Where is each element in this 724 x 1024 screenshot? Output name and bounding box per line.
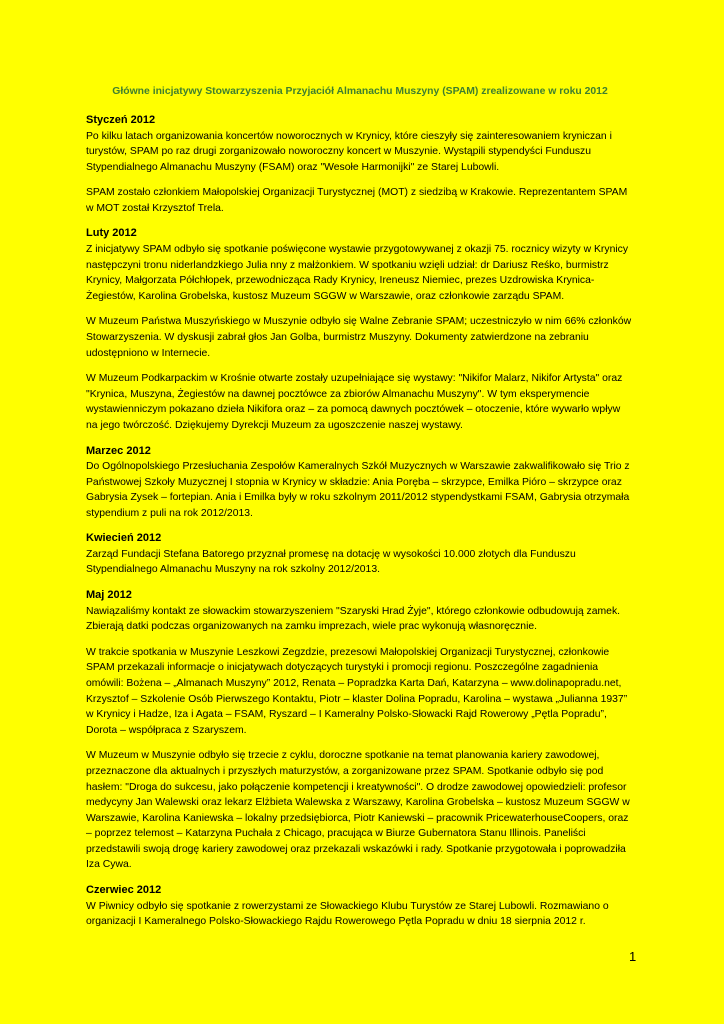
paragraph: Z inicjatywy SPAM odbyło się spotkanie poświęcone wystawie przygotowywanej z okazji 75. rocznicy wizyty w Krynicy następczyni tronu niderlandzkiego Julia nny z małżonkiem. W spotkaniu wzięli udział: dr Dariusz Reśko, burmistrz Krynicy, Małgorzata Półchłopek, przewodnicząca Rady Krynicy, Ireneusz Niemiec, prezes Uzdrowiska Krynica-Żegiestów, Karolina Grobelska, kustosz Muzeum SGGW w Warszawie, oraz członkowie zarządu SPAM. xyxy=(86,243,629,302)
paragraph: W Muzeum w Muszynie odbyło się trzecie z cyklu, doroczne spotkanie na temat planowania kariery zawodowej, przeznaczone dla aktualnych i przyszłych maturzystów, a zorganizowane przez SPAM. Spotkanie odbyło się pod hasłem: "Droga do sukcesu, jako połączenie kompetencji i kreatywności". O drodze zawodowej opowiedzieli: profesor medycyny Jan Walewski oraz lekarz Elżbieta Walewska z Warszawy, Karolina Grobelska – kustosz Muzeum SGGW w Warszawie, Karolina Kaniewska – lokalny przedsiębiorca, Piotr Kaniewski – pracownik PricewaterhouseCoopers, oraz – poprzez telemost – Katarzyna Puchała z Chicago, pracująca w Biurze Gubernatora Stanu Illinois. Paneliści przedstawili swoją drogę kariery zawodowej oraz przekazali wskazówki i rady. Spotkanie przygotowała i poprowadziła Iza Cywa. xyxy=(86,750,630,871)
section-april xyxy=(86,531,634,578)
section-heading: Kwiecień 2012 xyxy=(86,532,162,545)
section-june xyxy=(86,883,634,930)
section-january xyxy=(86,113,634,216)
paragraph: W Muzeum Podkarpackim w Krośnie otwarte zostały uzupełniające się wystawy: "Nikifor Malarz, Nikifor Artysta" oraz "Krynica, Muszyna, Żegiestów na dawnej pocztówce za zbiorów Almanachu Muszyny". W tym eksperymencie wystawienniczym pokazano dzieła Nikifora oraz – za pomocą dawnych pocztówek – otoczenie, które wywarło wpływ na jego twórczość. Dziękujemy Dyrekcji Muzeum za ugoszczenie naszej wystawy. xyxy=(86,373,623,431)
section-heading: Styczeń 2012 xyxy=(86,114,156,126)
paragraph: W Muzeum Państwa Muszyńskiego w Muszynie odbyło się Walne Zebranie SPAM; uczestniczyło w nim 66% członków Stowarzyszenia. W dyskusji zabrał głos Jan Golba, burmistrz Muszyny. Dokumenty zatwierdzone na zebraniu udostępniono w Internecie. xyxy=(86,316,632,359)
paragraph: Zarząd Fundacji Stefana Batorego przyznał promesę na dotację w wysokości 10.000 złotych dla Funduszu Stypendialnego Almanachu Muszyny na rok szkolny 2012/2013. xyxy=(86,548,576,576)
section-heading: Maj 2012 xyxy=(86,589,132,602)
paragraph: SPAM zostało członkiem Małopolskiej Organizacji Turystycznej (MOT) z siedzibą w Krakowie. Reprezentantem SPAM w MOT został Krzysztof Trela. xyxy=(86,187,628,214)
document-title: Główne inicjatywy Stowarzyszenia Przyjaciół Almanachu Muszyny (SPAM) zrealizowane w roku 2012 xyxy=(112,86,608,97)
paragraph: Do Ogólnopolskiego Przesłuchania Zespołów Kameralnych Szkół Muzycznych w Warszawie zakwalifikowało się Trio z Państwowej Szkoły Muzycznej I stopnia w Krynicy w składzie: Ania Poręba – skrzypce, Emilka Pióro – skrzypce oraz Gabrysia Zysek – fortepian. Ania i Emilka były w roku szkolnym 2011/2012 stypendystkami FSAM, Gabrysia otrzymała stypendium z puli na rok 2012/2013. xyxy=(86,461,630,519)
section-heading: Luty 2012 xyxy=(86,227,137,240)
section-heading: Czerwiec 2012 xyxy=(86,884,162,897)
paragraph: W Piwnicy odbyło się spotkanie z rowerzystami ze Słowackiego Klubu Turystów ze Starej Lubowli. Rozmawiano o organizacji I Kameralnego Polsko-Słowackiego Rajdu Rowerowego Pętla Popradu w dniu 18 sierpnia 2012 r. xyxy=(86,900,609,928)
section-may xyxy=(86,588,634,873)
paragraph: Nawiązaliśmy kontakt ze słowackim stowarzyszeniem "Szaryski Hrad Żyje", którego członkowie odbudowują zamek. Zbierają datki podczas organizowanych na zamku imprezach, wiele prac wykonują własnoręcznie. xyxy=(86,605,621,633)
document-page xyxy=(86,86,634,940)
section-march xyxy=(86,444,634,522)
section-heading: Marzec 2012 xyxy=(86,444,151,457)
section-february xyxy=(86,226,634,433)
paragraph: Po kilku latach organizowania koncertów noworocznych w Krynicy, które cieszyły się zainteresowaniem kryniczan i turystów, SPAM po raz drugi zorganizowało noworoczny koncert w Muszynie. Wystąpili stypendyści Funduszu Stypendialnego Almanachu Muszyny (FSAM) oraz "Wesołe Harmonijki" ze Starej Lubowli. xyxy=(86,130,612,173)
paragraph: W trakcie spotkania w Muszynie Leszkowi Zegzdzie, prezesowi Małopolskiej Organizacji Turystycznej, członkowie SPAM przekazali informacje o inicjatywach dotyczących turystyki i promocji regionu. Poszczególne zagadnienia omówili: Bożena – „Almanach Muszyny” 2012, Renata – Popradzka Karta Dań, Katarzyna – www.dolinapopradu.net, Krzysztof – Szkolenie Osób Pierwszego Kontaktu, Piotr – klaster Dolina Popradu, Karolina – wystawa „Julianna 1937” w Krynicy i Hadze, Iza i Agata – FSAM, Ryszard – I Kameralny Polsko-Słowacki Rajd Rowerowy „Pętla Popradu”, Dorota – współpraca z Szaryszem. xyxy=(86,646,628,736)
page-number: 1 xyxy=(629,949,637,964)
